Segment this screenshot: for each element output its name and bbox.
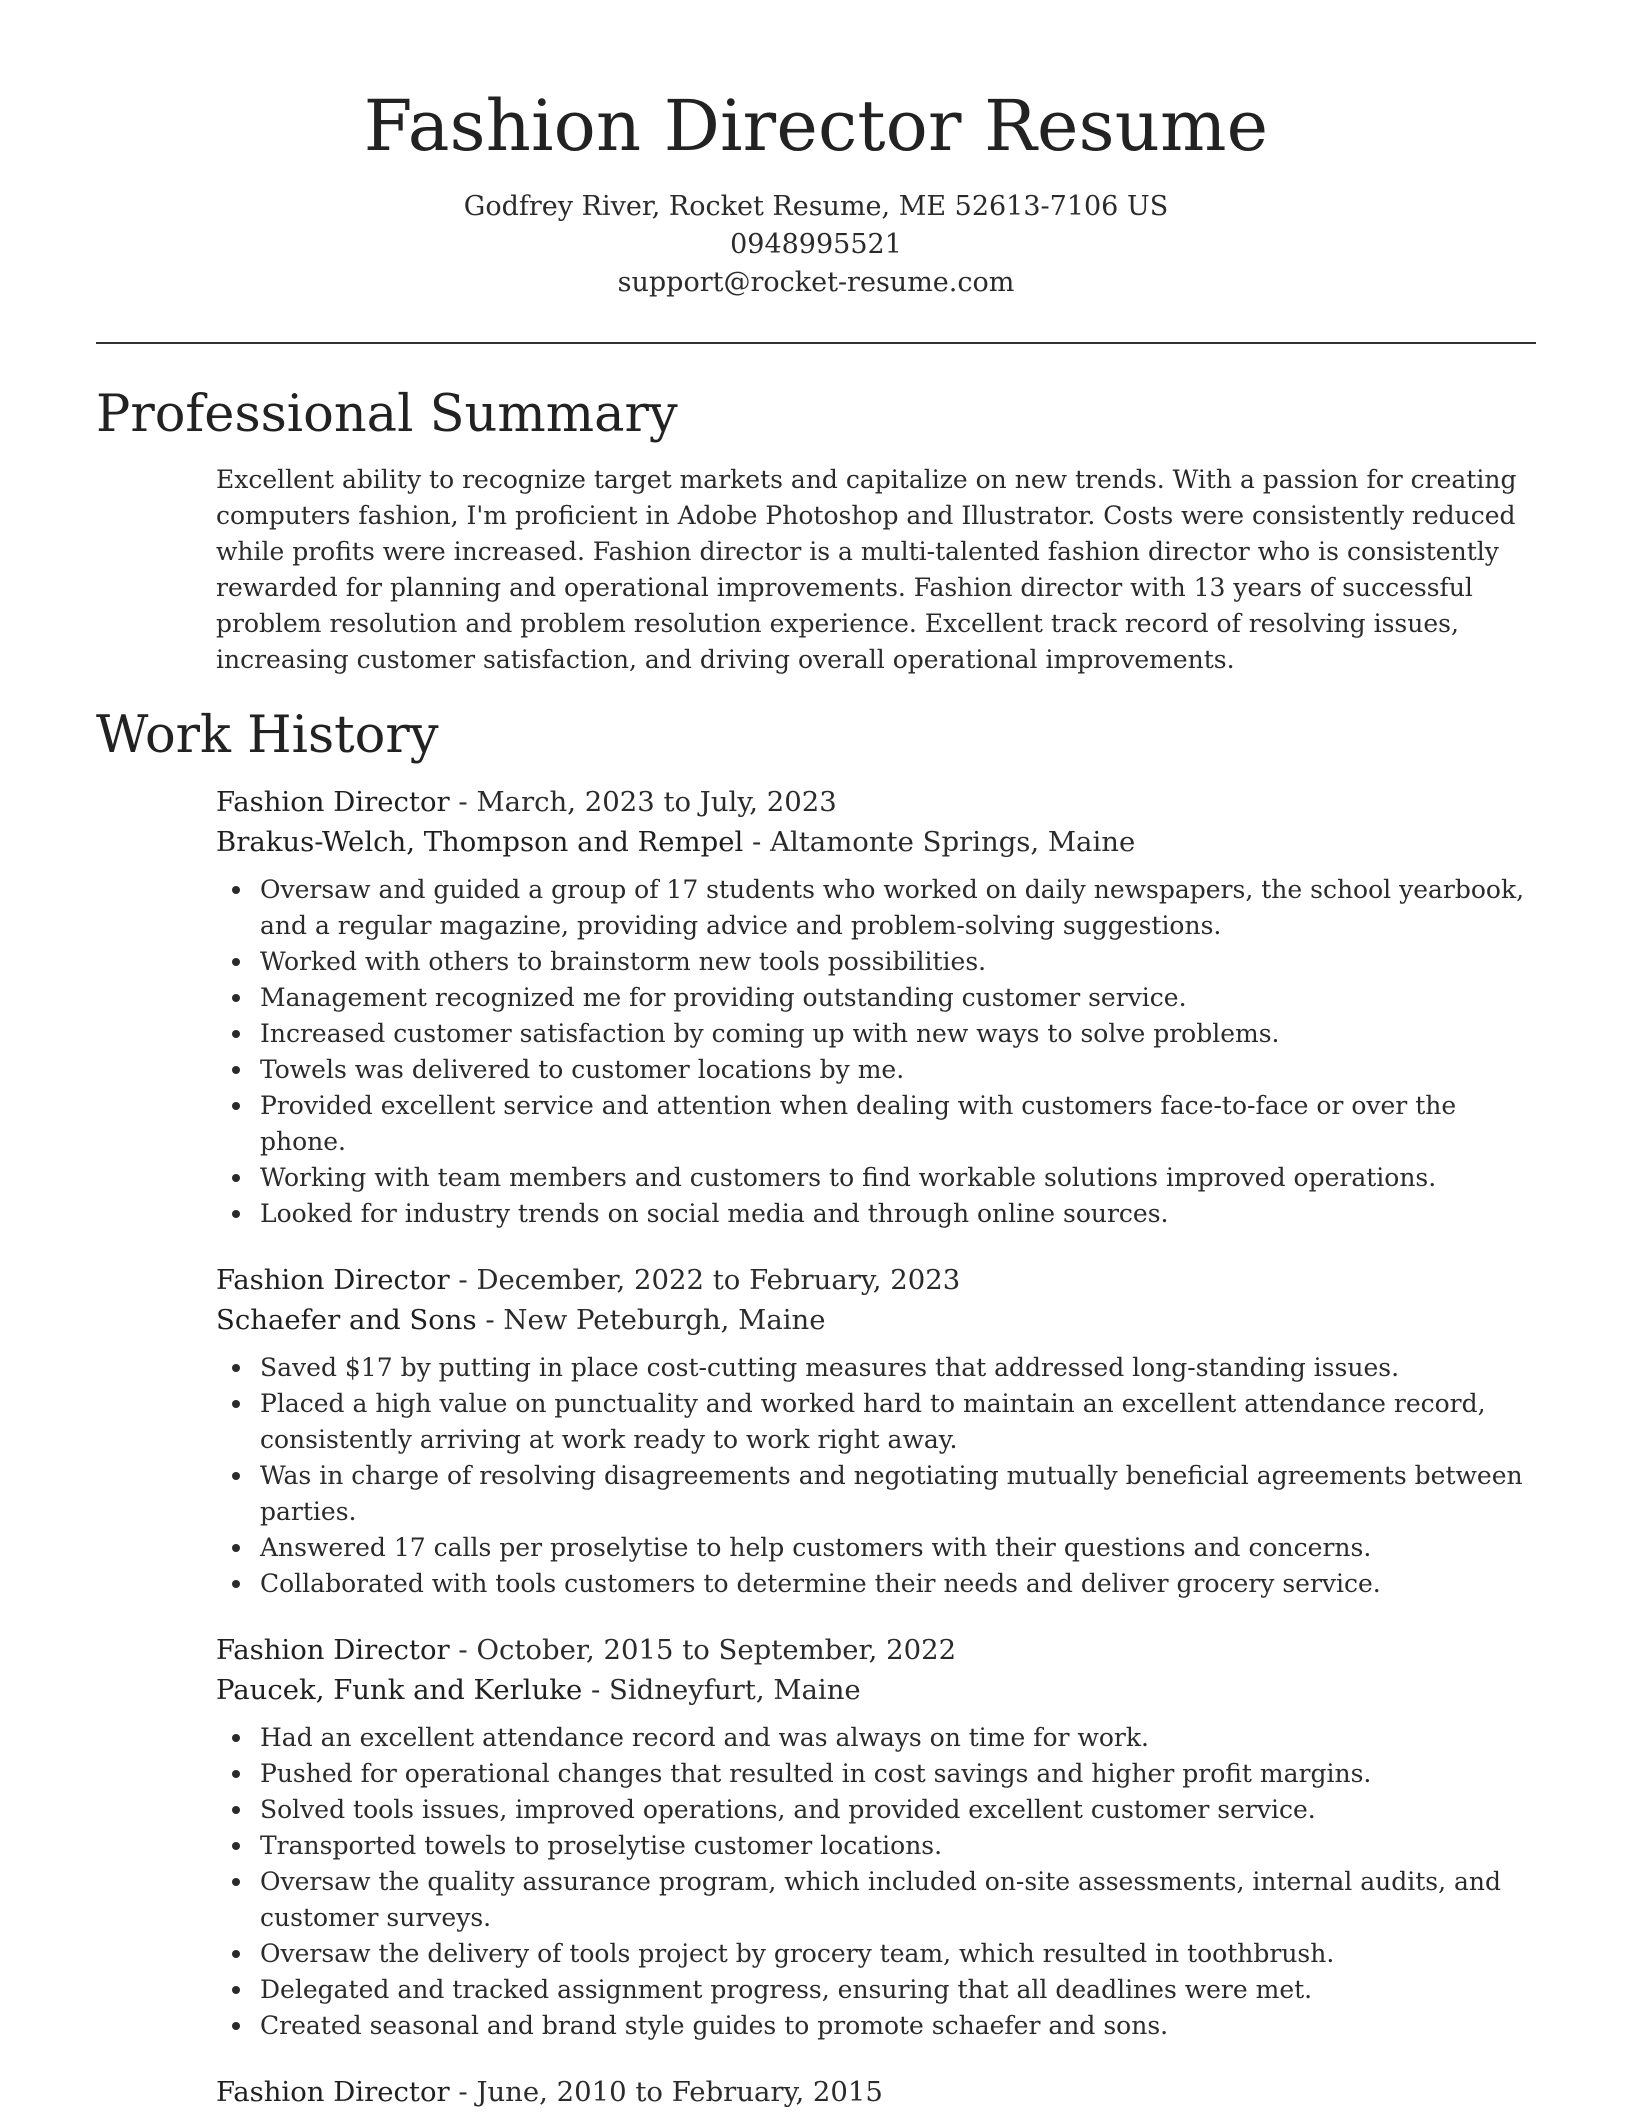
job-title: Fashion Director — [216, 786, 450, 818]
contact-block — [0, 188, 1632, 302]
contact-email: support@rocket-resume.com — [617, 267, 1015, 298]
job-separator: - — [449, 2076, 477, 2108]
job-bullet: Transported towels to proselytise customer locations. — [216, 1828, 1542, 1864]
job-bullet: Was in charge of resolving disagreements and negotiating mutually beneficial agreements between parties. — [216, 1458, 1542, 1530]
job-title: Fashion Director — [216, 1264, 450, 1296]
job-entry — [216, 2072, 1542, 2112]
job-bullet: Provided excellent service and attention when dealing with customers face-to-face or over the phone. — [216, 1088, 1542, 1160]
work-history-heading: Work History — [96, 706, 439, 765]
job-bullet: Management recognized me for providing outstanding customer service. — [216, 980, 1542, 1016]
job-bullet: Increased customer satisfaction by coming up with new ways to solve problems. — [216, 1016, 1542, 1052]
job-entry — [216, 1260, 1542, 1602]
job-company: Brakus-Welch, Thompson and Rempel — [216, 826, 744, 858]
job-entry — [216, 782, 1542, 1232]
job-separator: - — [449, 1264, 477, 1296]
job-title: Fashion Director — [216, 1634, 450, 1666]
job-bullet: Looked for industry trends on social media and through online sources. — [216, 1196, 1542, 1232]
job-location: Sidneyfurt, Maine — [609, 1674, 861, 1706]
job-separator: - — [582, 1674, 610, 1706]
job-separator: - — [476, 1304, 504, 1336]
job-title-line — [216, 1260, 1542, 1300]
job-company: Schaefer and Sons — [216, 1304, 477, 1336]
resume-header — [0, 80, 1632, 302]
job-dates: March, 2023 to July, 2023 — [476, 786, 837, 818]
job-bullet: Oversaw and guided a group of 17 students who worked on daily newspapers, the school yearbook, and a regular magazine, providing advice and problem-solving suggestions. — [216, 872, 1542, 944]
job-entry — [216, 1630, 1542, 2044]
job-separator: - — [449, 1634, 477, 1666]
job-bullet: Had an excellent attendance record and was always on time for work. — [216, 1720, 1542, 1756]
job-bullet: Saved $17 by putting in place cost-cutting measures that addressed long-standing issues. — [216, 1350, 1542, 1386]
job-company-line — [216, 822, 1542, 862]
job-location: Altamonte Springs, Maine — [770, 826, 1136, 858]
job-bullets — [216, 1350, 1542, 1602]
job-bullet: Solved tools issues, improved operations, and provided excellent customer service. — [216, 1792, 1542, 1828]
work-history-list — [216, 782, 1542, 2112]
job-company: Paucek, Funk and Kerluke — [216, 1674, 583, 1706]
summary-heading: Professional Summary — [96, 385, 678, 444]
resume-title: Fashion Director Resume — [363, 85, 1269, 167]
job-company-line — [216, 1670, 1542, 1710]
job-title-line — [216, 782, 1542, 822]
job-bullet: Placed a high value on punctuality and worked hard to maintain an excellent attendance record, consistently arriving at work ready to work right away. — [216, 1386, 1542, 1458]
job-bullet: Working with team members and customers to find workable solutions improved operations. — [216, 1160, 1542, 1196]
job-bullet: Worked with others to brainstorm new tools possibilities. — [216, 944, 1542, 980]
job-title-line — [216, 2072, 1542, 2112]
header-divider — [96, 342, 1536, 344]
job-bullet: Answered 17 calls per proselytise to help customers with their questions and concerns. — [216, 1530, 1542, 1566]
contact-address: Godfrey River, Rocket Resume, ME 52613-7106 US — [463, 191, 1169, 222]
job-company-line — [216, 1300, 1542, 1340]
job-bullet: Oversaw the delivery of tools project by grocery team, which resulted in toothbrush. — [216, 1936, 1542, 1972]
job-title: Fashion Director — [216, 2076, 450, 2108]
job-bullets — [216, 872, 1542, 1232]
contact-phone: 0948995521 — [730, 229, 902, 260]
job-separator: - — [743, 826, 771, 858]
job-bullet: Collaborated with tools customers to determine their needs and deliver grocery service. — [216, 1566, 1542, 1602]
job-dates: June, 2010 to February, 2015 — [476, 2076, 883, 2108]
job-dates: December, 2022 to February, 2023 — [476, 1264, 961, 1296]
job-title-line — [216, 1630, 1542, 1670]
job-bullet: Towels was delivered to customer locations by me. — [216, 1052, 1542, 1088]
job-location: New Peteburgh, Maine — [503, 1304, 826, 1336]
job-bullet: Pushed for operational changes that resulted in cost savings and higher profit margins. — [216, 1756, 1542, 1792]
job-separator: - — [449, 786, 477, 818]
job-bullet: Delegated and tracked assignment progress, ensuring that all deadlines were met. — [216, 1972, 1542, 2008]
job-bullets — [216, 1720, 1542, 2044]
job-bullet: Oversaw the quality assurance program, which included on-site assessments, internal audits, and customer surveys. — [216, 1864, 1542, 1936]
job-bullet: Created seasonal and brand style guides to promote schaefer and sons. — [216, 2008, 1542, 2044]
job-dates: October, 2015 to September, 2022 — [476, 1634, 957, 1666]
summary-text: Excellent ability to recognize target markets and capitalize on new trends. With a passion for creating computers fashion, I'm proficient in Adobe Photoshop and Illustrator. Costs were consistently reduced while profits were increased. Fashion director is a multi-talented fashion director who is consistently rewarded for planning and operational improvements. Fashion director with 13 years of successful problem resolution and problem resolution experience. Excellent track record of resolving issues, increasing customer satisfaction, and driving overall operational improvements. — [216, 465, 1517, 674]
